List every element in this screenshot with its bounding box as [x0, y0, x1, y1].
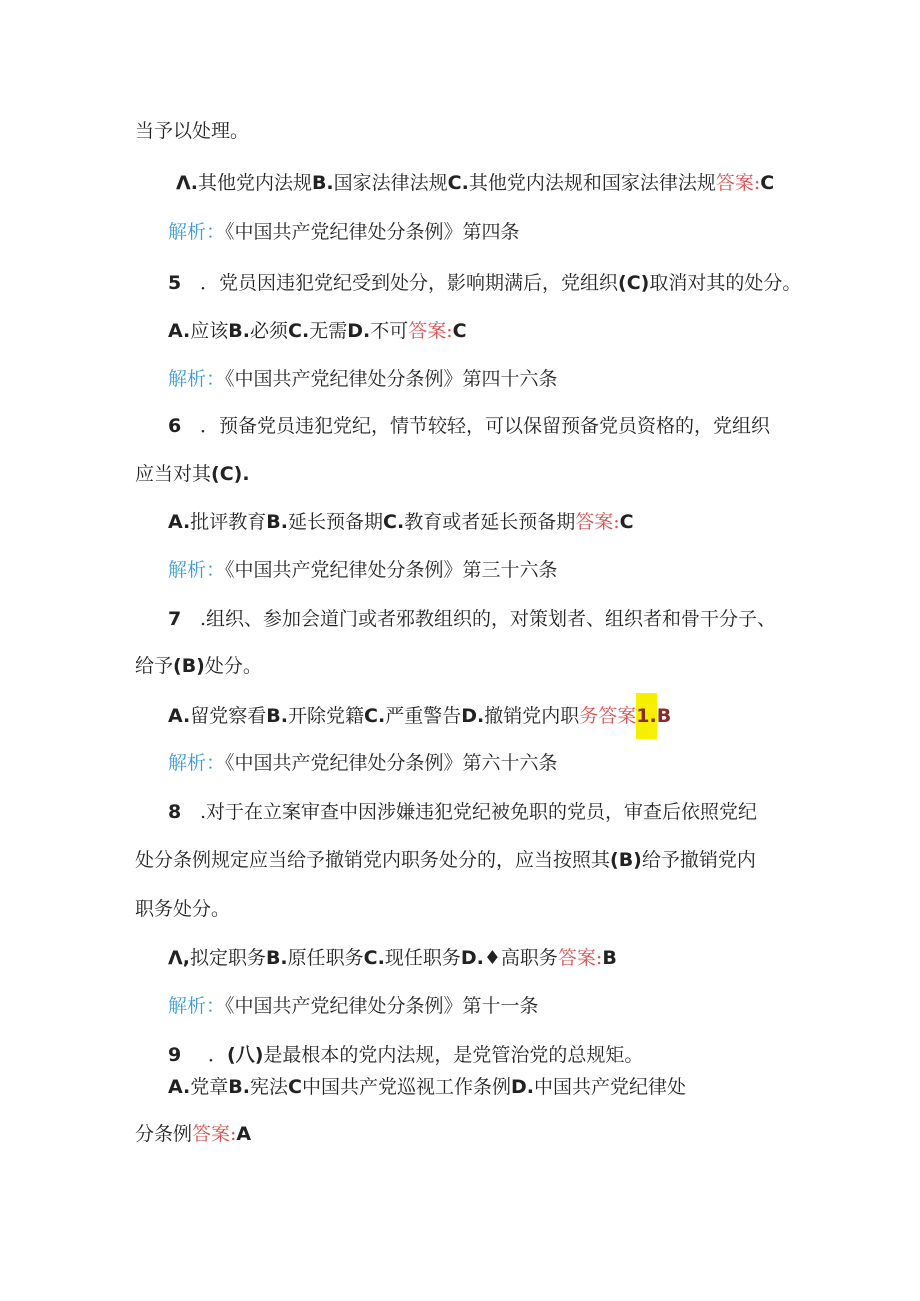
option-b-letter: B.	[228, 320, 250, 342]
option-a-letter: A.	[168, 1076, 191, 1098]
option-b-text: 开除党籍	[288, 705, 365, 727]
option-d-letter: D.	[510, 1076, 534, 1098]
option-d-letter: D.	[461, 705, 485, 727]
question-text-line2-pre: 处分条例规定应当给予撤销党内职务处分的，应当按照其	[135, 849, 611, 871]
question-9-options-line2	[135, 1121, 251, 1147]
option-a-letter: Λ,	[168, 947, 190, 969]
question-text-line1: .对于在立案审查中因涉嫌违犯党纪被免职的党员，审查后依照党纪	[200, 801, 758, 823]
question-text-line2: 应当对其	[135, 463, 212, 485]
option-b-letter: B.	[266, 511, 288, 533]
question-text-line3: 职务处分。	[135, 898, 231, 920]
question-8-options	[168, 945, 617, 971]
question-dot: ．	[208, 1044, 228, 1066]
answer-label: 答案:	[192, 1123, 237, 1145]
option-a-letter: A.	[168, 511, 191, 533]
option-a-text: 批评教育	[190, 511, 267, 533]
question-9	[168, 1042, 643, 1068]
answer-value: C	[760, 172, 775, 194]
question-4-continuation	[135, 118, 249, 144]
option-d-letter: D.♦	[460, 947, 501, 969]
answer-label: 答案:	[575, 511, 620, 533]
option-b-text: 延长预备期	[288, 511, 384, 533]
option-b-text: 必须	[250, 320, 289, 342]
answer-value: A	[236, 1123, 252, 1145]
explanation-label: 解析：	[168, 559, 226, 581]
option-a-letter: Λ.	[176, 172, 198, 194]
answer-value: C	[452, 320, 467, 342]
option-c-letter: C.	[288, 320, 310, 342]
option-a-letter: A.	[168, 705, 191, 727]
question-7	[168, 606, 776, 632]
option-a-text: 应该	[190, 320, 229, 342]
option-a-text: 留党察看	[190, 705, 267, 727]
question-5-explanation	[168, 366, 558, 392]
question-9-options	[168, 1074, 686, 1100]
answer-value: B	[656, 705, 672, 727]
question-text-line1: ．预备党员违犯党纪，情节较轻，可以保留预备党员资格的，党组织	[200, 415, 771, 437]
option-b-text: 原任职务	[287, 947, 364, 969]
option-c-text: 教育或者延长预备期	[404, 511, 576, 533]
question-number: 9	[168, 1044, 182, 1066]
option-c-letter: C.	[447, 172, 469, 194]
question-8-line2	[135, 847, 756, 873]
explanation-text: 《中国共产党纪律处分条例》第三十六条	[225, 559, 558, 581]
option-c-letter: C.	[383, 511, 405, 533]
question-text: 是最根本的党内法规，是党管治党的总规矩。	[263, 1044, 644, 1066]
question-number: 8	[168, 801, 182, 823]
question-blank: (八)	[227, 1044, 264, 1066]
option-b-text: 宪法	[250, 1076, 289, 1098]
question-5-options	[168, 318, 467, 344]
explanation-label: 解析：	[168, 995, 226, 1017]
question-6-line2	[135, 461, 250, 487]
option-c-text: 其他党内法规和国家法律法规	[468, 172, 716, 194]
option-d-text: 高职务	[500, 947, 558, 969]
explanation-label: 解析：	[168, 368, 226, 390]
question-4-options	[176, 170, 774, 196]
answer-label: 答案:	[557, 947, 603, 969]
question-8-explanation	[168, 993, 539, 1019]
question-blank: (B)	[173, 655, 205, 677]
question-text-line2-pre: 给予	[135, 655, 174, 677]
option-d-letter: D.	[347, 320, 371, 342]
question-7-line2	[135, 653, 262, 679]
option-a-letter: A.	[168, 320, 191, 342]
question-text-pre: ．党员因违犯党纪受到处分，影响期满后，党组织	[200, 272, 619, 294]
answer-label: 答案:	[408, 320, 453, 342]
question-blank: (C)	[618, 272, 650, 294]
question-text-post: 取消对其的处分。	[649, 272, 802, 294]
question-5	[168, 270, 801, 296]
question-6	[168, 413, 770, 439]
option-c-letter: C.	[363, 947, 385, 969]
answer-label: 答案	[598, 705, 637, 727]
question-text-line2-post: 给予撤销党内	[641, 849, 756, 871]
option-b-letter: B.	[266, 705, 288, 727]
highlight-marker: 1.	[636, 693, 656, 739]
question-8-line3	[135, 896, 230, 922]
option-d-text: 撤销党内职	[484, 705, 580, 727]
option-c-text: 无需	[309, 320, 348, 342]
option-d-text: 中国共产党纪律处	[533, 1076, 686, 1098]
option-c-text: 现任职务	[384, 947, 461, 969]
answer-value: C	[619, 511, 634, 533]
explanation-text: 《中国共产党纪律处分条例》第十一条	[225, 995, 539, 1017]
question-7-options	[168, 703, 671, 729]
option-c-text: 严重警告	[385, 705, 462, 727]
option-b-text: 国家法律法规	[333, 172, 448, 194]
option-a-text: 拟定职务	[189, 947, 266, 969]
option-b-letter: B.	[311, 172, 334, 194]
explanation-text: 《中国共产党纪律处分条例》第四条	[225, 221, 520, 243]
question-blank: (C).	[211, 463, 250, 485]
question-6-options	[168, 509, 634, 535]
option-c-letter: C.	[364, 705, 386, 727]
continuation-text: 当予以处理。	[135, 120, 250, 142]
question-8	[168, 799, 757, 825]
question-number: 6	[168, 415, 182, 437]
option-a-text: 党章	[190, 1076, 229, 1098]
explanation-text: 《中国共产党纪律处分条例》第四十六条	[225, 368, 558, 390]
explanation-label: 解析：	[168, 221, 226, 243]
answer-label: 答案:	[715, 172, 761, 194]
answer-value: B	[602, 947, 617, 969]
option-d-text-continued: 分条例	[135, 1123, 193, 1145]
question-6-explanation	[168, 557, 558, 583]
option-b-letter: B.	[228, 1076, 250, 1098]
option-c-letter: C	[288, 1076, 302, 1098]
explanation-label: 解析：	[168, 752, 226, 774]
option-c-text: 中国共产党巡视工作条例	[301, 1076, 511, 1098]
option-d-text: 不可	[370, 320, 409, 342]
option-b-letter: B.	[265, 947, 288, 969]
question-text-line1: .组织、参加会道门或者邪教组织的，对策划者、组织者和骨干分子、	[200, 608, 777, 630]
explanation-text: 《中国共产党纪律处分条例》第六十六条	[225, 752, 558, 774]
option-d-text-tail: 务	[579, 705, 599, 727]
question-7-explanation	[168, 750, 558, 776]
question-number: 5	[168, 272, 182, 294]
question-number: 7	[168, 608, 182, 630]
option-a-text: 其他党内法规	[197, 172, 312, 194]
question-4-explanation	[168, 219, 520, 245]
question-text-line2-post: 处分。	[204, 655, 262, 677]
question-blank: (B)	[610, 849, 642, 871]
